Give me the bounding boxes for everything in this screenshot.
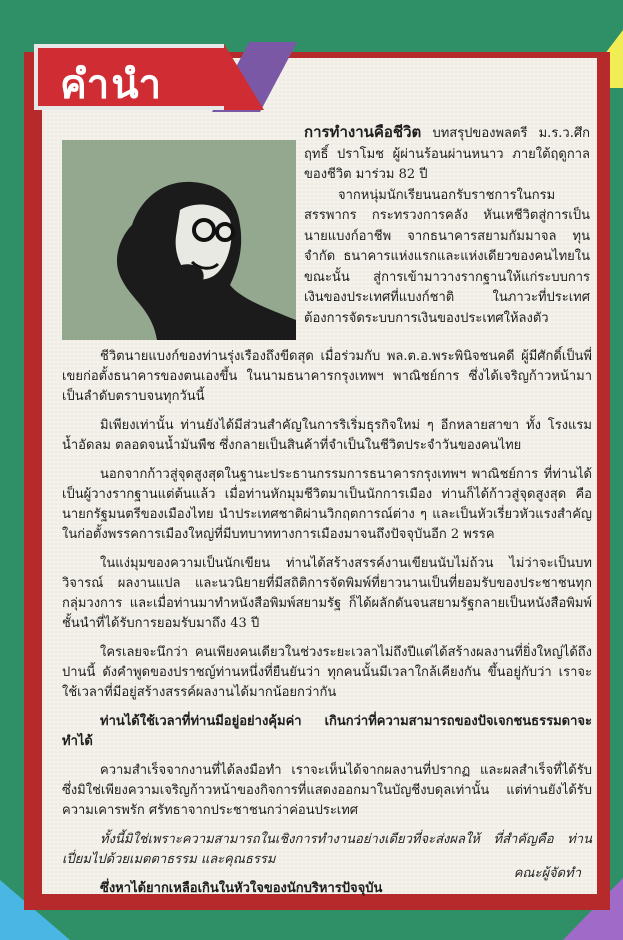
body-paragraph-6: ท่านได้ใช้เวลาที่ท่านมีอยู่อย่างคุ้มค่า เกินกว่าที่ความสามารถของปัจเจกชนธรรมดาจะทำได้ — [62, 714, 592, 749]
intro-headline: การทำงานคือชีวิต — [304, 123, 422, 141]
body-paragraph-4: ในแง่มุมของความเป็นนักเขียน ท่านได้สร้างสรรค์งานเขียนนับไม่ถ้วน ไม่ว่าจะเป็นบทวิจารณ์ ผลงานแปล และนวนิยายที่มีสถิติการจัดพิมพ์ที่ยาวนานเป็นที่ยอมรับของประชาชนทุกกลุ่มวงการ และเมื่อท่านมาทำหนังสือพิมพ์สยามรัฐ ก็ได้ผลักดันจนสยามรัฐกลายเป็นหนังสือพิมพ์ชั้นนำที่ได้รับการยอมรับมาถึง 43 ปี — [62, 556, 592, 631]
body-paragraph-9: ซึ่งหาได้ยากเหลือเกินในหัวใจของนักบริหารปัจจุบัน — [100, 881, 383, 896]
intro-text — [304, 122, 590, 329]
body-paragraph-8: ทั้งนี้มิใช่เพราะความสามารถในเชิงการทำงานอย่างเดียวที่จะส่งผลให้ ที่สำคัญคือ ท่านเปี่ยมไปด้วยเมตตาธรรม และคุณธรรม — [62, 832, 592, 867]
author-portrait — [62, 140, 296, 340]
body-paragraph-7: ความสำเร็จจากงานที่ได้ลงมือทำ เราจะเห็นได้จากผลงานที่ปรากฏ และผลสำเร็จที่ได้รับซึ่งมิใช่เพียงความเจริญก้าวหน้าของกิจการที่แสดงออกมาในบัญชีงบดุลเท่านั้น แต่ท่านยังได้รับความเคารพรัก ศรัทธาจากประชาชนกว่าค่อนประเทศ — [62, 763, 592, 818]
intro-p1-rest: บทสรุปของพลตรี ม.ร.ว.ศึกฤทธิ์ ปราโมช ผู้ผ่านร้อนผ่านหนาว ภายใต้ฤดูกาลของชีวิต มาร่วม 82 ปี — [304, 126, 590, 182]
body-paragraph-5: ใครเลยจะนึกว่า คนเพียงคนเดียวในช่วงระยะเวลาไม่ถึงปีแต่ได้สร้างผลงานที่ยิ่งใหญ่ได้ถึงปานนี้ ดังคำพูดของปราชญ์ท่านหนึ่งที่ยืนยันว่า ทุกคนนั้นมีเวลาใกล้เคียงกัน ขึ้นอยู่กับว่า เราจะใช้เวลาที่มีอยู่สร้างสรรค์ผลงานได้มากน้อยกว่ากัน — [62, 645, 592, 700]
page-title: คำนำ — [60, 62, 164, 108]
signature: คณะผู้จัดทำ — [513, 866, 581, 881]
body-paragraph-2: มิเพียงเท่านั้น ท่านยังได้มีส่วนสำคัญในการริเริ่มธุรกิจใหม่ ๆ อีกหลายสาขา ทั้ง โรงแรม น้ำอัดลม ตลอดจนน้ำมันพืช ซึ่งกลายเป็นสินค้าที่จำเป็นในชีวิตประจำวันของคนไทย — [62, 418, 592, 453]
body-paragraph-1: ชีวิตนายแบงก์ของท่านรุ่งเรืองถึงขีดสุด เมื่อร่วมกับ พล.ต.อ.พระพินิจชนคดี ผู้มีศักดิ์เป็นพี่เขยก่อตั้งธนาคารของตนเองขึ้น ในนามธนาคารกรุงเทพฯ พาณิชย์การ ซึ่งได้เจริญก้าวหน้ามาเป็นลำดับตราบจนทุกวันนี้ — [62, 349, 592, 404]
body-text — [62, 347, 592, 908]
intro-paragraph-2: จากหนุ่มนักเรียนนอกรับราชการในกรมสรรพากร กระทรวงการคลัง หันเหชีวิตสู่การเป็นนายแบงก์อาชีพ จากธนาคารสยามกัมมาจล ทุนจำกัด ธนาคารแห่งแรกและแห่งเดียวของคนไทยในขณะนั้น สู่การเข้ามาวางรากฐานให้แก่ระบบการเงินของประเทศที่แบงก์ชาติ ในภาวะที่ประเทศต้องการจัดระบบการเงินของประเทศให้ลงตัว — [304, 187, 590, 326]
body-paragraph-3: นอกจากก้าวสู่จุดสูงสุดในฐานะประธานกรรมการธนาคารกรุงเทพฯ พาณิชย์การ ที่ท่านได้เป็นผู้วางรากฐานแต่ต้นแล้ว เมื่อท่านหักมุมชีวิตมาเป็นนักการเมือง ท่านก็ได้ก้าวสู่จุดสูงสุด คือนายกรัฐมนตรีของเมืองไทย นำประเทศชาติผ่านวิกฤตการณ์ต่าง ๆ และเป็นหัวเรี่ยวหัวแรงสำคัญในก่อตั้งพรรคการเมืองใหญ่ที่มีบทบาททางการเมืองมาจนถึงปัจจุบันอีก 2 พรรค — [62, 467, 592, 542]
